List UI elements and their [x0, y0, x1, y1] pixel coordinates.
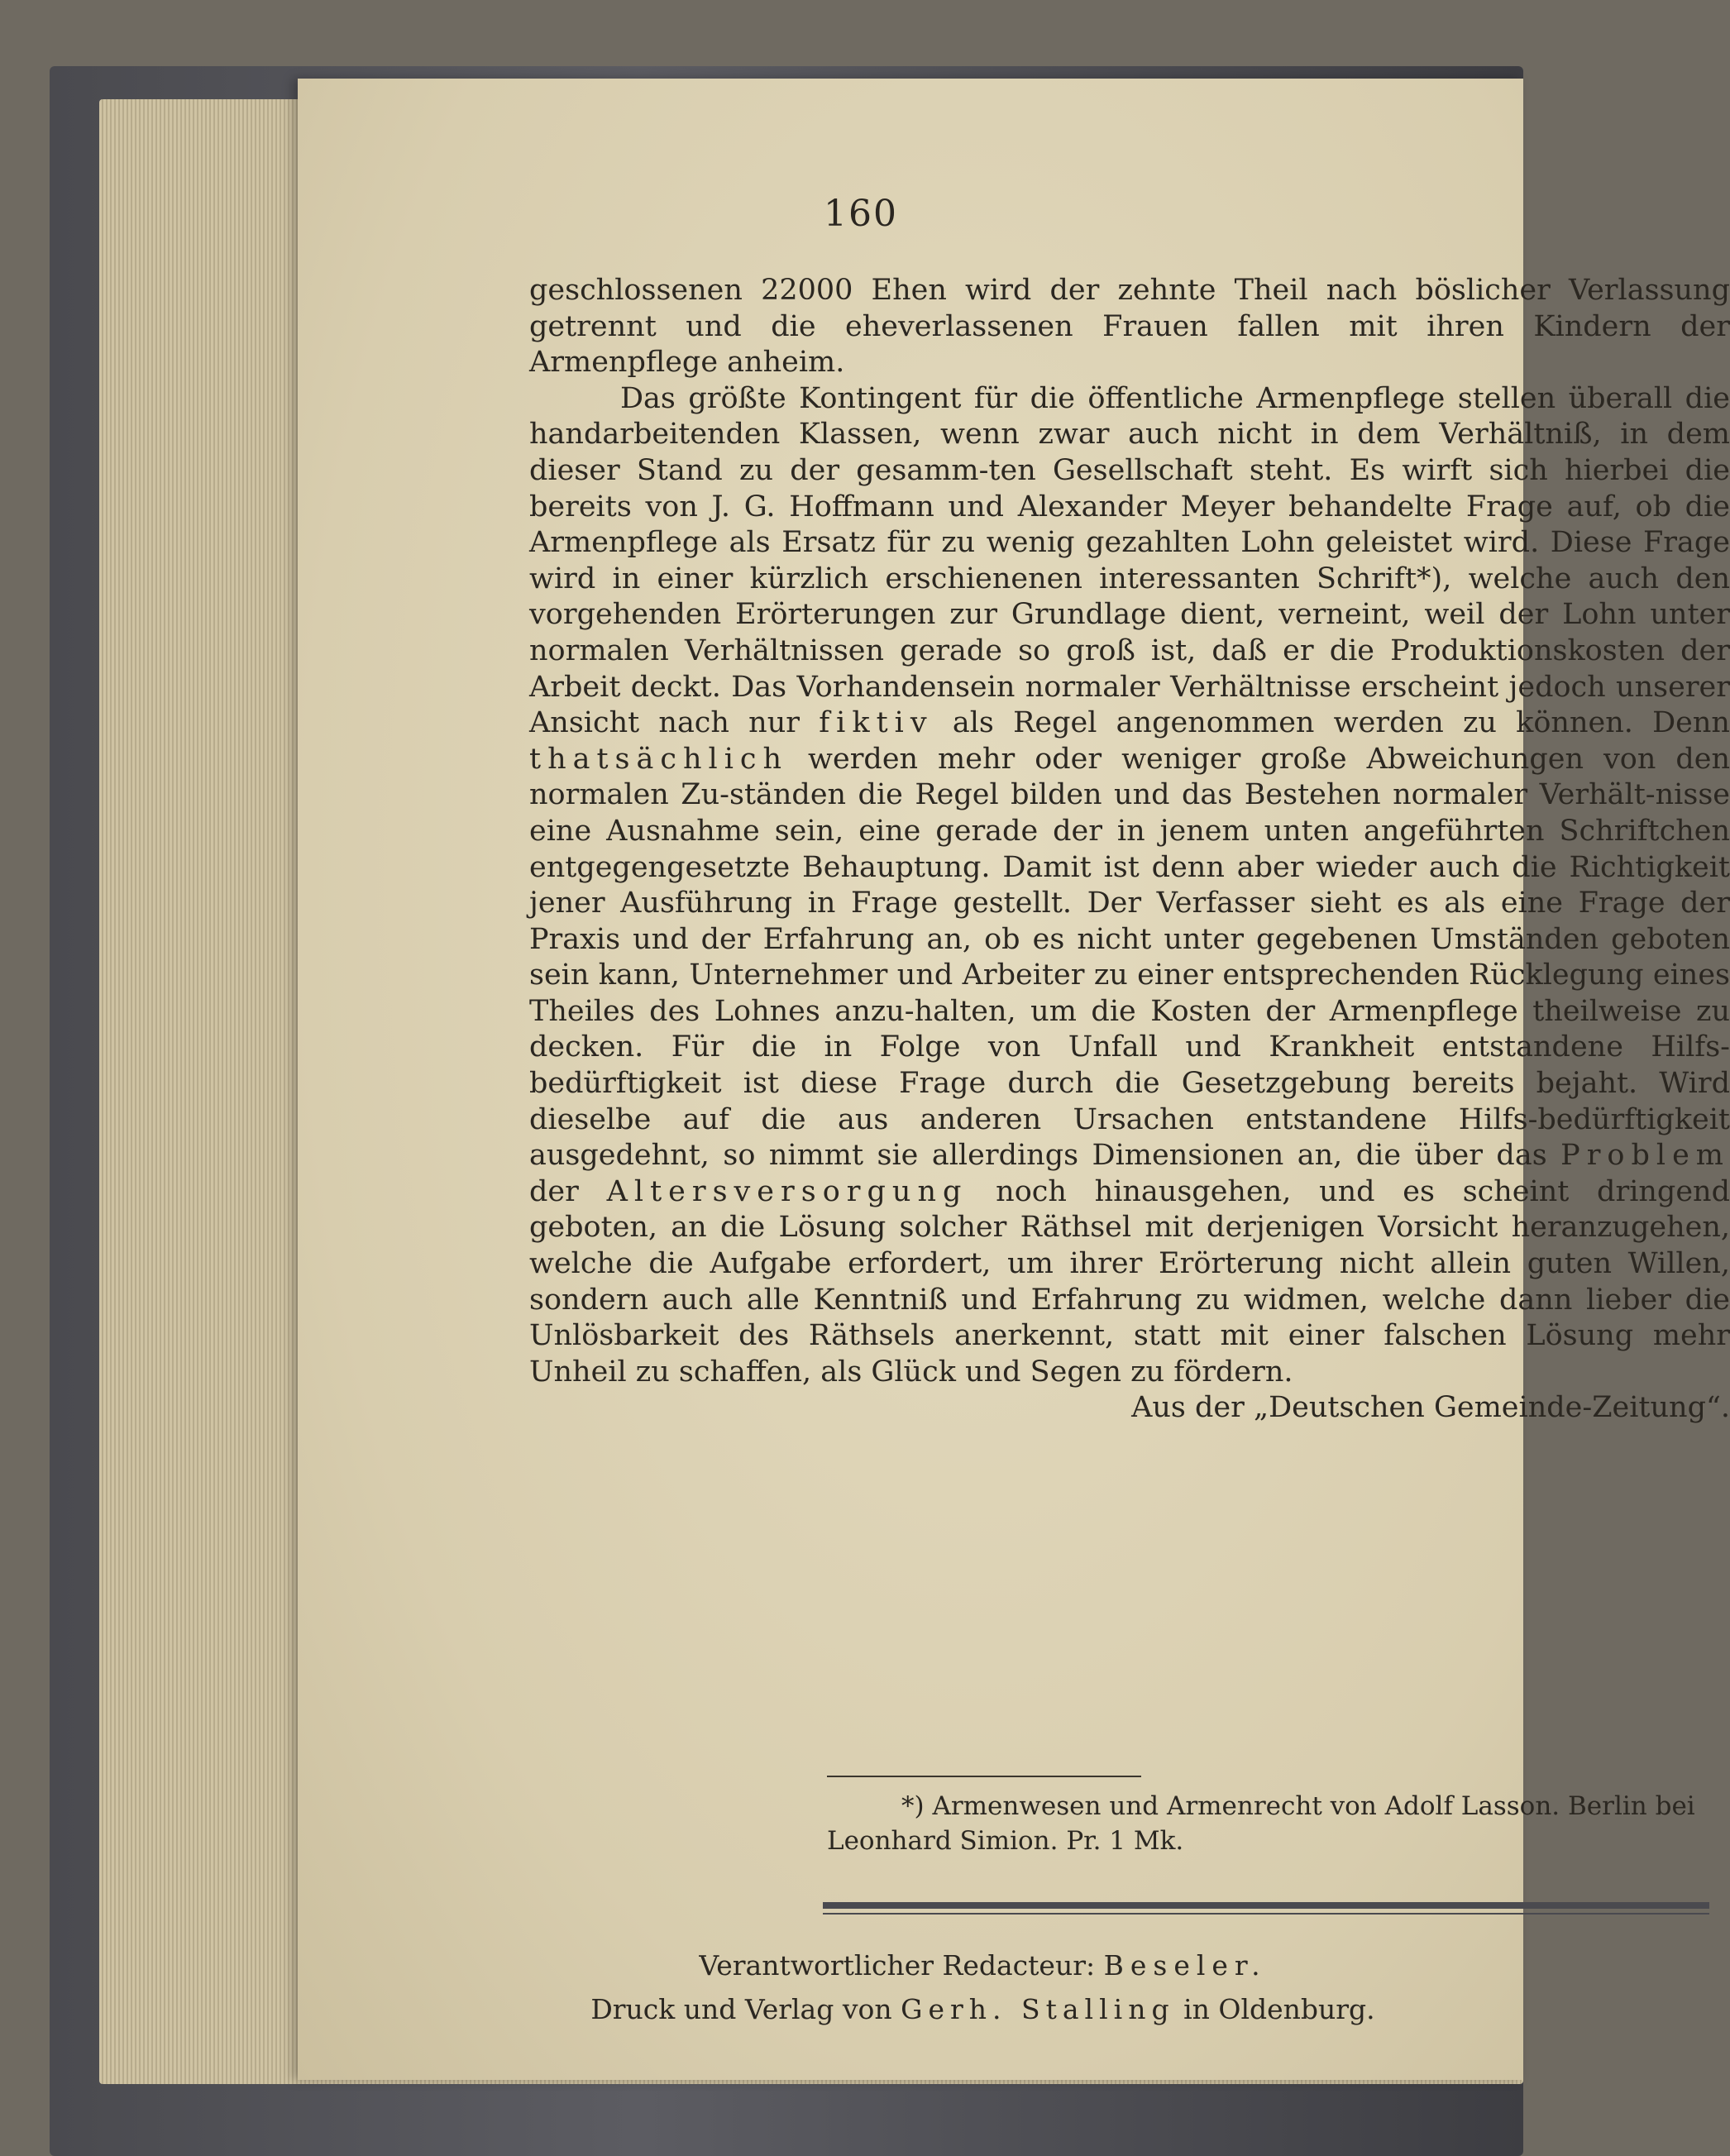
- book-page: [298, 79, 1730, 2080]
- double-rule-thick: [823, 1902, 1709, 1909]
- paragraph-2-part-g: der: [529, 1174, 607, 1208]
- editor-prefix: Verantwortlicher Redacteur:: [699, 1949, 1096, 1982]
- emphasis-problem: Problem: [1560, 1139, 1730, 1173]
- double-rule-thin: [823, 1913, 1709, 1915]
- emphasis-thatsaechlich: thatsächlich: [529, 742, 789, 776]
- paragraph-2: [529, 381, 1730, 1425]
- page-number: 160: [824, 193, 898, 235]
- paragraph-2-part-i: noch hinausgehen, und es scheint dringend geboten, an die Lösung solcher Räthsel mit derjenigen Vorsicht heranzugehen, welche die Aufgabe erfordert, um ihrer Erörterung nicht allein guten Willen, sondern auch alle Kenntniß und Erfahrung zu widmen, welche dann lieber die Unlösbarkeit des Räthsels anerkennt, statt mit einer falschen Lösung mehr Unheil zu schaffen, als Glück und Segen zu fördern.: [529, 1174, 1730, 1389]
- paragraph-2-part-a: Das größte Kontingent für die öffentliche Armenpflege stellen überall die handarbeitenden Klassen, wenn zwar auch nicht in dem Verhältniß, in dem dieser Stand zu der gesamm-ten Gesellschaft steht. Es wirft sich hierbei die bereits von J. G. Hoffmann und Alexander Meyer behandelte Frage auf, ob die Armenpflege als Ersatz für zu wenig gezahlten Lohn geleistet wird. Diese Frage wird in einer kürzlich erschienenen interessanten Schrift*), welche auch den vorgehenden Erörterungen zur Grundlage dient, verneint, weil der Lohn unter normalen Verhältnissen gerade so groß ist, daß er die Produktionskosten der Arbeit deckt. Das Vorhandensein normaler Verhältnisse erscheint jedoch unserer Ansicht nach nur: [529, 381, 1730, 740]
- printer-imprint: [298, 1993, 1523, 2025]
- editor-imprint: [298, 1949, 1523, 1982]
- paragraph-2-part-e: werden mehr oder weniger große Abweichungen von den normalen Zu-ständen die Regel bilden und das Bestehen normaler Verhält-nisse eine Ausnahme sein, eine gerade der in jenem unten angeführten Schriftchen entgegengesetzte Behauptung. Damit ist denn aber wieder auch die Richtigkeit jener Ausführung in Frage gestellt. Der Verfasser sieht es als eine Frage der Praxis und der Erfahrung an, ob es nicht unter gegebenen Umständen geboten sein kann, Unternehmer und Arbeiter zu einer entsprechenden Rücklegung eines Theiles des Lohnes anzu-halten, um die Kosten der Armenpflege theilweise zu decken. Für die in Folge von Unfall und Krankheit entstandene Hilfs-bedürftigkeit ist diese Frage durch die Gesetzgebung bereits bejaht. Wird dieselbe auf die aus anderen Ursachen entstandene Hilfs-bedürftigkeit ausgedehnt, so nimmt sie allerdings Dimensionen an, die über das: [529, 742, 1730, 1173]
- footnote-divider: [827, 1776, 1141, 1777]
- printer-name: Gerh. Stalling: [901, 1993, 1175, 2025]
- printer-prefix: Druck und Verlag von: [590, 1993, 892, 2025]
- emphasis-fiktiv: fiktiv: [819, 706, 934, 740]
- body-text: [529, 273, 1730, 1427]
- footnote-line-1: *) Armenwesen und Armenrecht von Adolf Lasson. Berlin bei: [901, 1791, 1695, 1821]
- footnote: [827, 1789, 1713, 1858]
- paragraph-2-part-c: als Regel angenommen werden zu können. Denn: [933, 706, 1730, 740]
- footnote-line-2: Leonhard Simion. Pr. 1 Mk.: [827, 1826, 1184, 1856]
- editor-name: Beseler.: [1103, 1949, 1267, 1982]
- paragraph-1: geschlossenen 22000 Ehen wird der zehnte Theil nach böslicher Verlassung getrennt und die eheverlassenen Frauen fallen mit ihren Kindern der Armenpflege anheim.: [529, 274, 1730, 380]
- printer-suffix: in Oldenburg.: [1183, 1993, 1375, 2025]
- emphasis-altersversorgung: Altersversorgung: [606, 1174, 968, 1208]
- source-attribution: Aus der „Deutschen Gemeinde-Zeitung“.: [1131, 1391, 1730, 1425]
